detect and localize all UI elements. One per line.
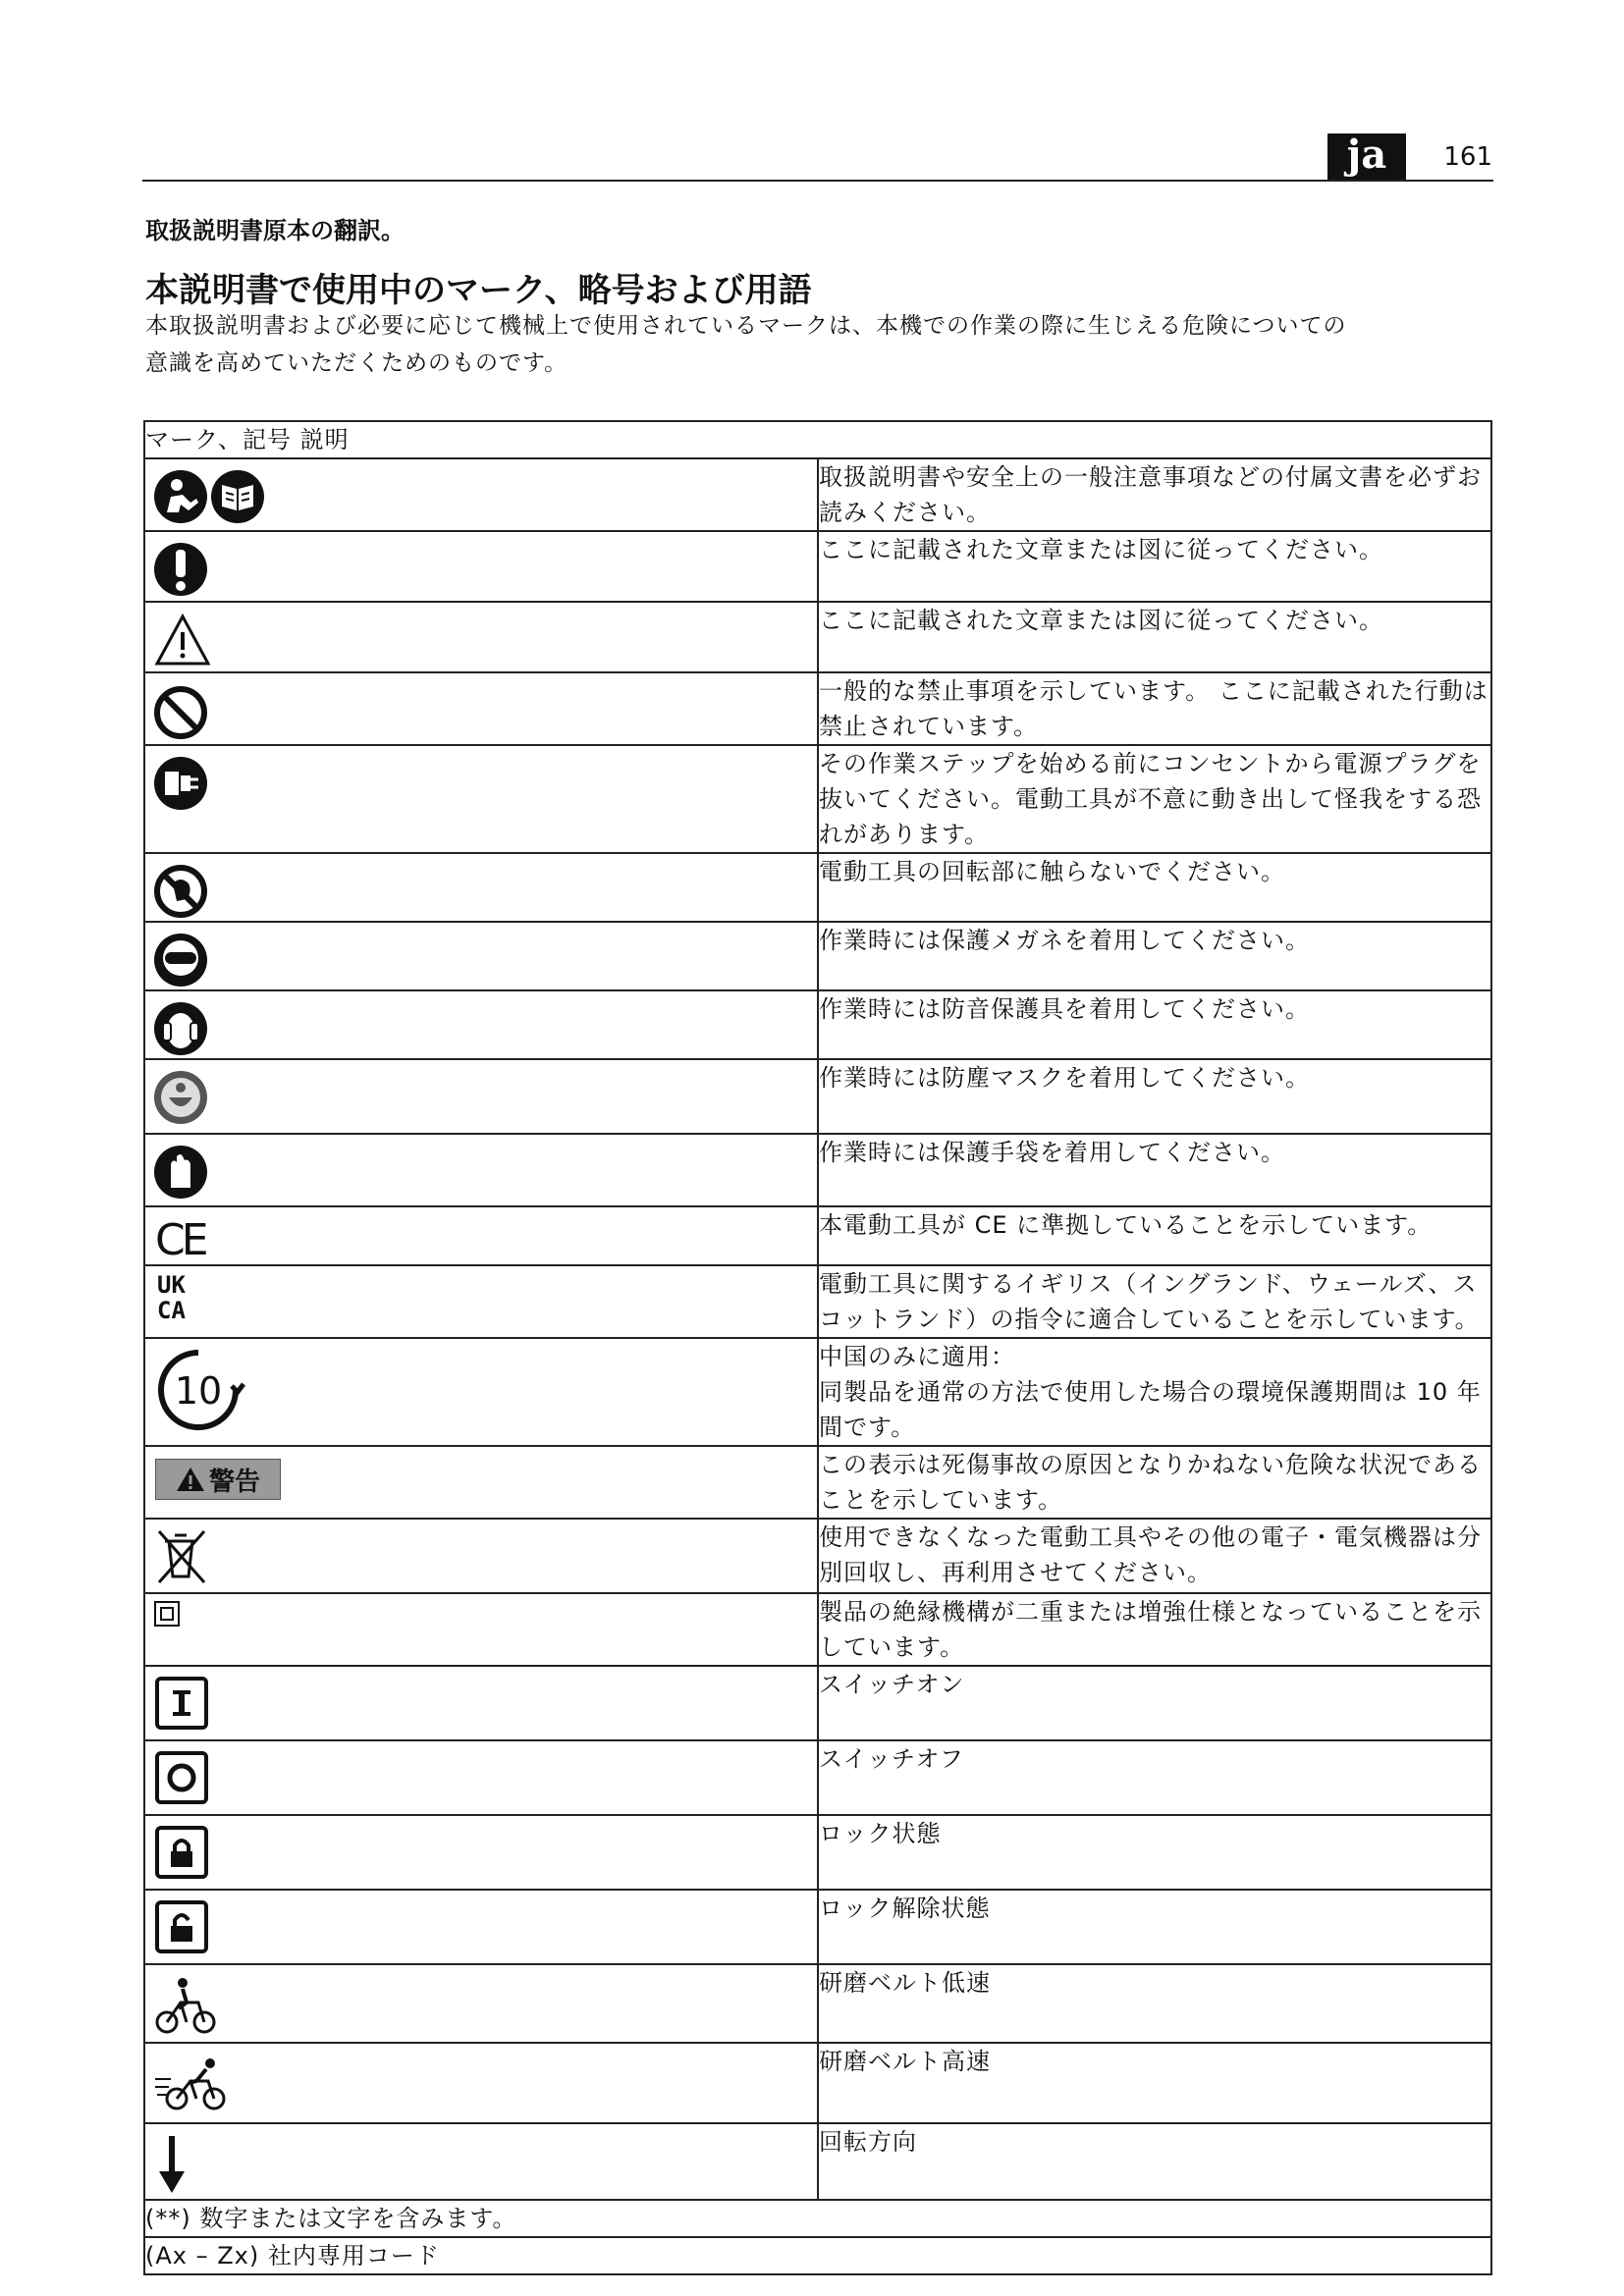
table-footer-row bbox=[144, 2200, 1491, 2237]
eye-protection-icon bbox=[153, 931, 212, 989]
table-row bbox=[144, 990, 1491, 1059]
table-row bbox=[144, 672, 1491, 745]
table-row bbox=[144, 1206, 1491, 1265]
row-text: その作業ステップを始める前にコンセントから電源プラグを抜いてください。電動工具が不意に動き出して怪我をする恐れがあります。 bbox=[818, 745, 1491, 853]
table-row bbox=[144, 1815, 1491, 1890]
table-footer-row bbox=[144, 2237, 1491, 2274]
china-10-year-icon bbox=[153, 1347, 251, 1431]
prohibition-icon bbox=[153, 681, 212, 740]
table-row bbox=[144, 1059, 1491, 1134]
ukca-mark-icon: UK CA bbox=[157, 1271, 186, 1324]
row-text: 作業時には保護メガネを着用してください。 bbox=[818, 922, 1491, 990]
read-manual-icon bbox=[153, 467, 281, 526]
table-row bbox=[144, 745, 1491, 853]
row-text: この表示は死傷事故の原因となりかねない危険な状況であることを示しています。 bbox=[818, 1446, 1491, 1519]
row-text: 作業時には防塵マスクを着用してください。 bbox=[818, 1059, 1491, 1134]
belt-slow-icon bbox=[153, 1973, 222, 2038]
row-text: 同製品を通常の方法で使用した場合の環境保護期間は 10 年間です。 bbox=[819, 1378, 1482, 1441]
table-row bbox=[144, 602, 1491, 672]
table-row bbox=[144, 1740, 1491, 1815]
table-row bbox=[144, 531, 1491, 602]
warning-triangle-icon bbox=[153, 611, 212, 669]
locked-icon bbox=[153, 1824, 212, 1883]
row-text: 回転方向 bbox=[818, 2123, 1491, 2200]
symbols-table bbox=[143, 420, 1492, 2275]
row-text: ここに記載された文章または図に従ってください。 bbox=[818, 602, 1491, 672]
table-row bbox=[144, 922, 1491, 990]
table-header: マーク、記号 説明 bbox=[144, 421, 1491, 458]
row-text: 製品の絶縁機構が二重または増強仕様となっていることを示しています。 bbox=[818, 1593, 1491, 1666]
unlocked-icon bbox=[153, 1898, 212, 1957]
footnote: (Ax – Zx) 社内専用コード bbox=[144, 2237, 1491, 2274]
intro-line: 意識を高めていただくためのものです。 bbox=[145, 350, 568, 376]
table-row bbox=[144, 2043, 1491, 2123]
page-number: 161 bbox=[1443, 142, 1492, 172]
row-text: 作業時には保護手袋を着用してください。 bbox=[818, 1134, 1491, 1206]
dust-mask-icon bbox=[153, 1068, 212, 1127]
table-row bbox=[144, 1666, 1491, 1740]
switch-off-icon bbox=[153, 1749, 212, 1808]
table-row bbox=[144, 1338, 1491, 1446]
row-text: 研磨ベルト低速 bbox=[818, 1964, 1491, 2043]
belt-fast-icon bbox=[153, 2052, 232, 2116]
row-text: ロック解除状態 bbox=[818, 1890, 1491, 1964]
row-text: ここに記載された文章または図に従ってください。 bbox=[818, 531, 1491, 602]
table-row bbox=[144, 458, 1491, 531]
gloves-icon bbox=[153, 1143, 212, 1201]
language-badge: ja bbox=[1327, 133, 1406, 180]
table-row bbox=[144, 1519, 1491, 1593]
ear-protection-icon bbox=[153, 999, 212, 1058]
section-title: 本説明書で使用中のマーク、略号および用語 bbox=[145, 271, 812, 310]
table-row bbox=[144, 853, 1491, 922]
row-text: 取扱説明書や安全上の一般注意事項などの付属文書を必ずお読みください。 bbox=[818, 458, 1491, 531]
row-text: 使用できなくなった電動工具やその他の電子・電気機器は分別回収し、再利用させてください。 bbox=[818, 1519, 1491, 1593]
double-insulation-icon bbox=[153, 1600, 183, 1628]
row-text: 研磨ベルト高速 bbox=[818, 2043, 1491, 2123]
row-text: 中国のみに適用： bbox=[819, 1343, 1015, 1370]
no-touch-rotating-icon bbox=[153, 862, 212, 921]
row-text: 電動工具の回転部に触らないでください。 bbox=[818, 853, 1491, 922]
table-row bbox=[144, 1446, 1491, 1519]
row-text: 電動工具に関するイギリス（イングランド、ウェールズ、スコットランド）の指令に適合していることを示しています。 bbox=[818, 1265, 1491, 1338]
translation-note: 取扱説明書原本の翻訳。 bbox=[145, 217, 405, 244]
rotation-direction-icon bbox=[153, 2132, 192, 2195]
row-text: ロック状態 bbox=[818, 1815, 1491, 1890]
switch-on-icon bbox=[153, 1675, 212, 1734]
intro-line: 本取扱説明書および必要に応じて機械上で使用されているマークは、本機での作業の際に生じえる危険についての bbox=[145, 313, 1347, 339]
table-header-row bbox=[144, 421, 1491, 458]
ce-mark-icon: CE bbox=[155, 1215, 205, 1265]
footnote: (**) 数字または文字を含みます。 bbox=[144, 2200, 1491, 2237]
table-row bbox=[144, 2123, 1491, 2200]
svg-text:10: 10 bbox=[174, 1369, 223, 1413]
row-text: スイッチオフ bbox=[818, 1740, 1491, 1815]
weee-bin-icon bbox=[153, 1527, 212, 1586]
unplug-icon bbox=[153, 754, 212, 813]
warning-label-icon: 警告 bbox=[155, 1459, 281, 1500]
row-text: 一般的な禁止事項を示しています。 ここに記載された行動は禁止されています。 bbox=[818, 672, 1491, 745]
row-text: スイッチオン bbox=[818, 1666, 1491, 1740]
table-row bbox=[144, 1593, 1491, 1666]
intro-paragraph bbox=[145, 307, 1490, 382]
row-text: 作業時には防音保護具を着用してください。 bbox=[818, 990, 1491, 1059]
mandatory-exclamation-icon bbox=[153, 540, 212, 599]
table-row bbox=[144, 1890, 1491, 1964]
warning-triangle-icon bbox=[176, 1467, 205, 1492]
row-text: 本電動工具が CE に準拠していることを示しています。 bbox=[818, 1206, 1491, 1265]
header-rule bbox=[142, 180, 1493, 182]
table-row bbox=[144, 1265, 1491, 1338]
table-row bbox=[144, 1134, 1491, 1206]
table-row bbox=[144, 1964, 1491, 2043]
